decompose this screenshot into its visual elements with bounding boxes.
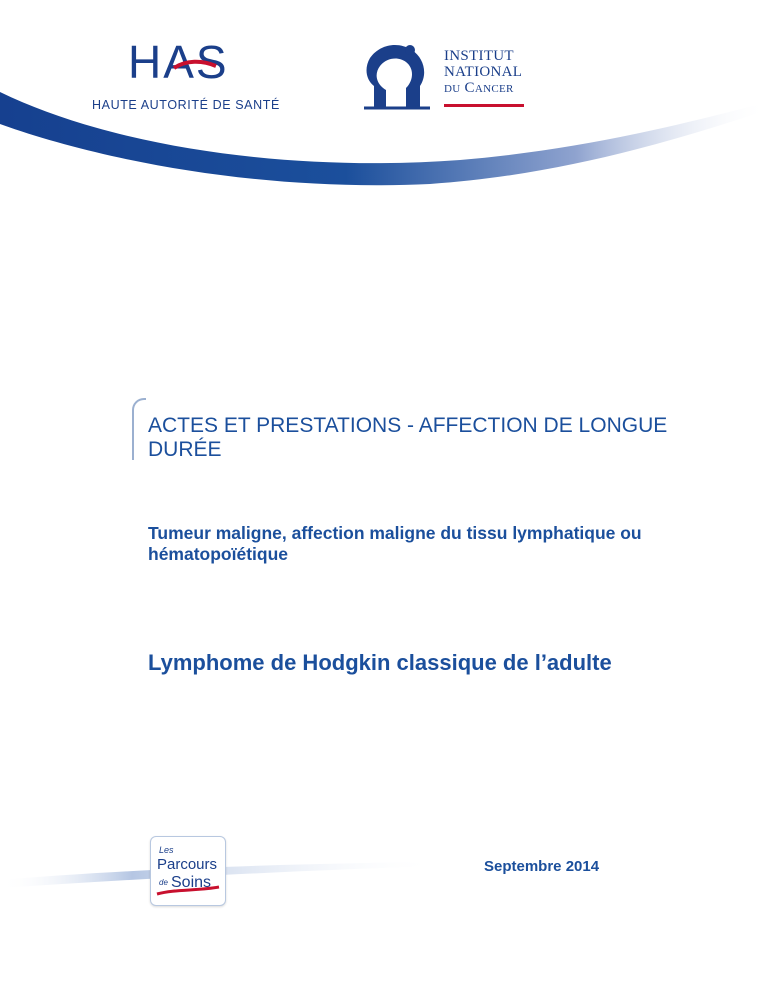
parcours-de-soins-logo bbox=[150, 836, 226, 906]
document-subtitle: Tumeur maligne, affection maligne du tissu lymphatique ou hématopoïétique bbox=[148, 523, 642, 564]
parcours-logo-mark bbox=[151, 837, 225, 905]
inca-red-underline bbox=[444, 104, 524, 107]
parcours-logo-soins: Soins bbox=[171, 874, 212, 891]
publication-date: Septembre 2014 bbox=[484, 858, 600, 875]
has-logo-mark bbox=[128, 38, 248, 88]
document-title: Lymphome de Hodgkin classique de l’adulte bbox=[148, 650, 612, 675]
has-logo-subtitle: HAUTE AUTORITÉ DE SANTÉ bbox=[92, 98, 280, 112]
has-logo bbox=[88, 38, 288, 118]
parcours-logo-parcours: Parcours bbox=[157, 856, 218, 873]
inca-line-2: NATIONAL bbox=[444, 64, 523, 80]
has-logo-letters: HAS bbox=[128, 38, 229, 88]
inca-logo-mark bbox=[360, 42, 438, 114]
title-bracket-decoration bbox=[132, 398, 146, 460]
inca-line-3: du Cancer bbox=[444, 80, 514, 96]
parcours-logo-de: de bbox=[159, 878, 168, 887]
inca-logo-text bbox=[444, 48, 522, 96]
inca-line-1: INSTITUT bbox=[444, 48, 514, 64]
inca-logo bbox=[360, 40, 540, 120]
parcours-logo-les: Les bbox=[159, 845, 174, 855]
document-type-heading: ACTES ET PRESTATIONS - AFFECTION DE LONGUE DURÉE bbox=[148, 414, 668, 461]
